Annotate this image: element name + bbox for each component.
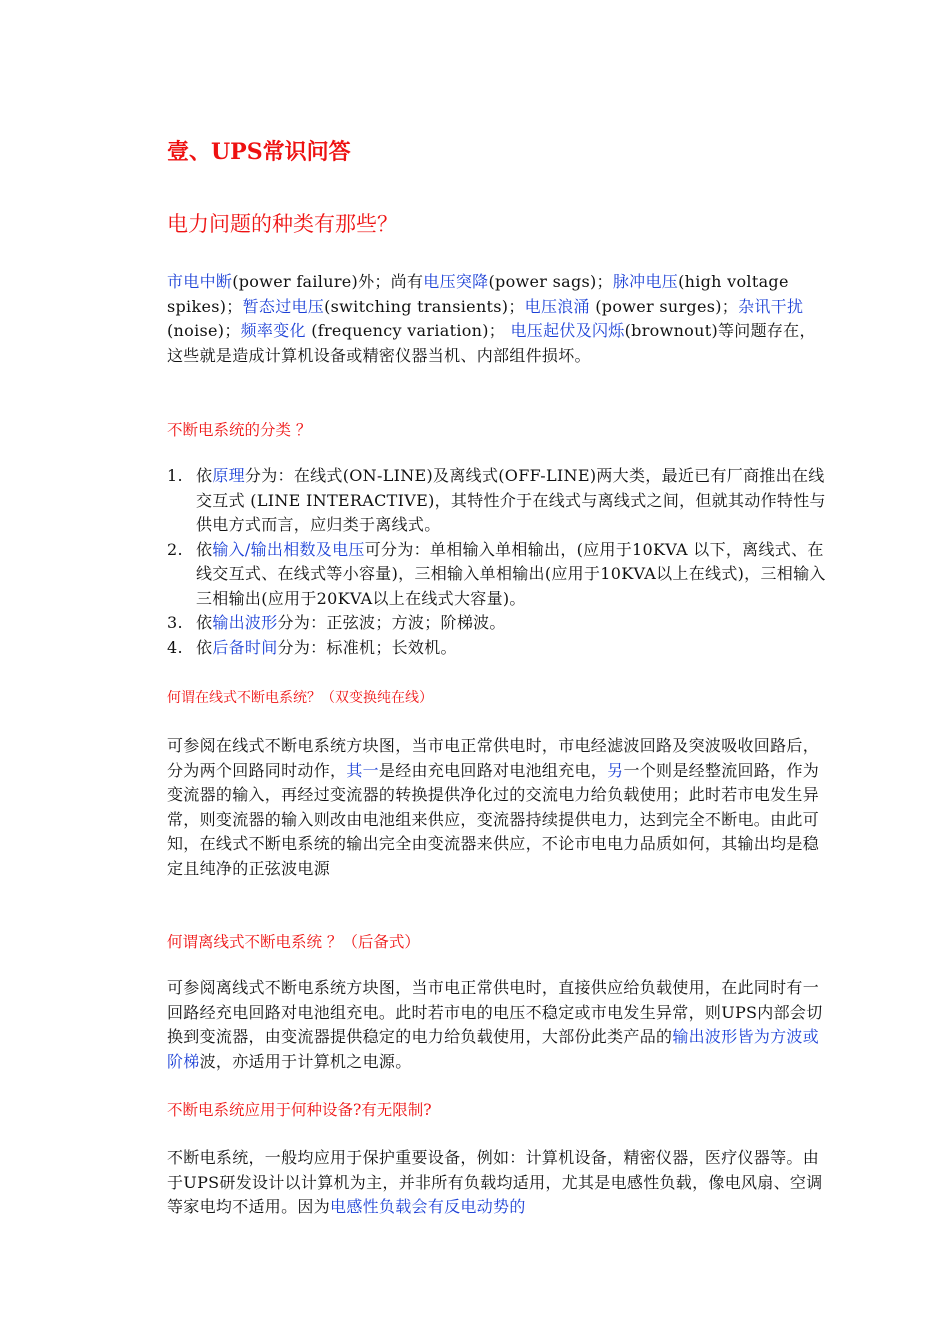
text-run: 分为：在线式(ON-LINE)及离线式(OFF-LINE)两大类，最近已有厂商推出在线交互式 (LINE INTERACTIVE)，其特性介于在线式与离线式之间，但就其动作特性与供电方式而言，应归类于离线式。 [196,466,826,534]
subheading-ups-classification: 不断电系统的分类 ？ [167,421,312,439]
highlighted-term: 频率变化 [240,321,306,340]
list-number: 2. [167,539,183,559]
highlighted-term: 原理 [212,466,245,485]
text-run: (switching transients)； [324,296,525,316]
list-item-text [196,540,826,608]
subheading-ups-applications: 不断电系统应用于何种设备?有无限制? [167,1101,432,1119]
list-item-text [196,466,826,534]
highlighted-term: 脉冲电压 [612,272,679,291]
list-number: 4. [167,637,183,657]
text-run: 依 [196,539,213,559]
text-run: 可分为：单相输入单相输出，(应用于10KVA 以下，离线式、在线交互式、在线式等小容量)，三相输入单相输出(应用于10KVA以上在线式)，三相输入三相输出(应用于20KVA以上在线式大容量)。 [196,539,826,608]
classification-list [167,464,832,660]
paragraph-power-problems [167,270,832,368]
text-run: 分为：标准机；长效机。 [277,637,457,657]
list-number: 1. [167,466,183,485]
paragraph-ups-applications [167,1146,832,1220]
highlighted-term: 暂态过电压 [242,296,325,316]
highlighted-term: 输出波形皆为方波或阶梯 [167,1027,820,1071]
main-heading: 壹、UPS常识问答 [167,139,351,165]
text-run: 一个则是经整流回路，作为变流器的输入，再经过变流器的转换提供净化过的交流电力给负载使用；此时若市电发生异常，则变流器的输入则改由电池组来供应，变流器持续提供电力，达到完全不断电。由此可知，在线式不断电系统的输出完全由变流器来供应，不论市电电力品质如何，其输出均是稳定且纯净的正弦波电源 [167,760,820,878]
paragraph-online-ups [167,734,832,881]
text-run: 可参阅在线式不断电系统方块图，当市电正常供电时，市电经滤波回路及突波吸收回路后，分为两个回路同时动作， [167,736,820,780]
highlighted-term: 另 [607,760,624,780]
text-run: (power sags)； [488,272,613,291]
paragraph-offline-ups [167,976,832,1074]
text-run: (brownout)等问题存在，这些就是造成计算机设备或精密仪器当机、内部组件损坏。 [167,321,816,365]
text-run: 分为：正弦波；方波；阶梯波。 [277,613,506,632]
text-run: 波，亦适用于计算机之电源。 [199,1051,412,1071]
text-run: (high voltage spikes)； [167,272,789,316]
text-run: (noise)； [167,321,241,340]
list-item [167,464,832,538]
text-run: 依 [196,637,213,657]
highlighted-term: 输入/输出相数及电压 [212,539,365,559]
highlighted-term: 电压浪涌 [524,296,590,316]
highlighted-term: 其一 [346,760,379,780]
highlighted-term: 输出波形 [212,613,278,632]
list-item-text [196,638,457,657]
list-item [167,611,832,636]
list-item [167,636,832,661]
list-item [167,538,832,612]
highlighted-term: 电压突降 [423,272,489,291]
text-run: (power surges)； [589,296,739,316]
text-run: 可参阅离线式不断电系统方块图，当市电正常供电时，直接供应给负载使用，在此同时有一回路经充电回路对电池组充电。此时若市电的电压不稳定或市电发生异常，则UPS内部会切换到变流器，由变流器提供稳定的电力给负载使用，大部份此类产品的 [167,978,823,1046]
text-run: (frequency variation)； [305,321,511,340]
highlighted-term: 市电中断 [167,272,233,291]
list-number: 3. [167,613,183,632]
text-run: 是经由充电回路对电池组充电， [378,760,608,780]
section-heading-power-problems: 电力问题的种类有那些？ [167,212,398,236]
subheading-offline-ups: 何谓离线式不断电系统 ？（后备式） [167,933,420,951]
text-run: 依 [196,466,213,485]
text-run: 不断电系统，一般均应用于保护重要设备，例如：计算机设备，精密仪器，医疗仪器等。由于UPS研发设计以计算机为主，并非所有负载均适用，尤其是电感性负载，像电风扇、空调等家电均不适用。因为 [167,1148,823,1216]
highlighted-term: 杂讯干扰 [738,296,804,316]
text-run: 依 [196,613,213,632]
highlighted-term: 后备时间 [212,637,278,657]
subheading-online-ups: 何谓在线式不断电系统？（双变换纯在线） [167,690,433,706]
list-item-text [196,613,506,632]
highlighted-term: 电感性负载会有反电动势的 [330,1197,526,1216]
highlighted-term: 电压起伏及闪烁 [510,321,625,340]
text-run: (power failure)外；尚有 [232,272,424,291]
